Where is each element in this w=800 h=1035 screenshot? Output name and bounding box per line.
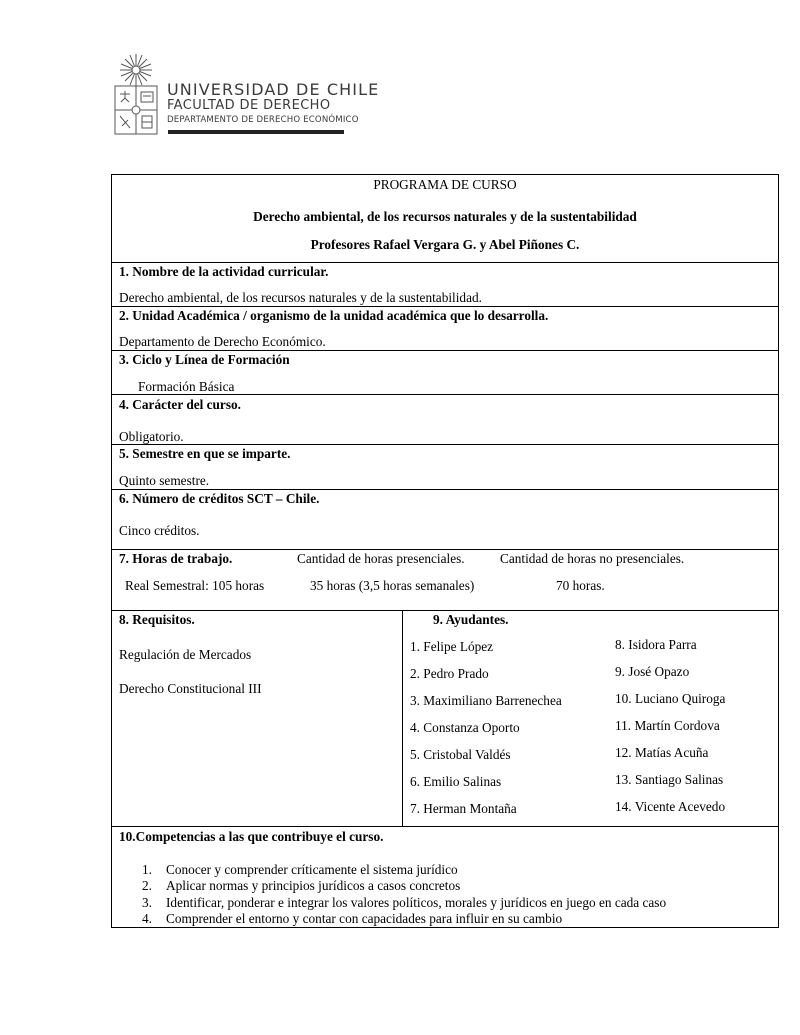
divider — [111, 444, 779, 445]
divider — [111, 262, 779, 263]
real-semestral-hours: Real Semestral: 105 horas — [125, 578, 265, 593]
section-3-value: Formación Básica — [138, 379, 235, 394]
assistant-item: 1. Felipe López — [410, 639, 494, 654]
assistant-item: 14. Vicente Acevedo — [615, 799, 726, 814]
section-8-heading: 8. Requisitos. — [119, 612, 195, 627]
divider — [111, 549, 779, 550]
competency-number: 1. — [142, 862, 152, 877]
course-name: Derecho ambiental, de los recursos naturales y de la sustentabilidad — [253, 209, 637, 224]
assistant-item: 9. José Opazo — [615, 664, 690, 679]
assistant-item: 11. Martín Cordova — [615, 718, 720, 733]
department-name: DEPARTAMENTO DE DERECHO ECONÓMICO — [167, 115, 359, 125]
divider — [111, 350, 779, 351]
section-6-value: Cinco créditos. — [119, 523, 200, 538]
assistant-item: 7. Herman Montaña — [410, 801, 517, 816]
header-underline — [168, 130, 344, 134]
divider — [111, 306, 779, 307]
competency-number: 2. — [142, 878, 152, 893]
section-4-heading: 4. Carácter del curso. — [119, 397, 241, 412]
assistant-item: 2. Pedro Prado — [410, 666, 489, 681]
section-2-heading: 2. Unidad Académica / organismo de la unidad académica que lo desarrolla. — [119, 308, 549, 323]
section-2-value: Departamento de Derecho Económico. — [119, 334, 326, 349]
section-3-heading: 3. Ciclo y Línea de Formación — [119, 352, 290, 367]
section-6-heading: 6. Número de créditos SCT – Chile. — [119, 491, 320, 506]
assistant-item: 13. Santiago Salinas — [615, 772, 724, 787]
hours-no-presencial-label: Cantidad de horas no presenciales. — [500, 551, 685, 566]
competency-text: Identificar, ponderar e integrar los valores políticos, morales y jurídicos en juego en cada caso — [166, 895, 667, 910]
section-9-heading: 9. Ayudantes. — [433, 612, 509, 627]
section-5-heading: 5. Semestre en que se imparte. — [119, 446, 291, 461]
competency-text: Comprender el entorno y contar con capacidades para influir en su cambio — [166, 911, 563, 926]
assistant-item: 8. Isidora Parra — [615, 637, 697, 652]
hours-no-presencial-value: 70 horas. — [556, 578, 605, 593]
section-7-heading: 7. Horas de trabajo. — [119, 551, 233, 566]
competency-text: Aplicar normas y principios jurídicos a casos concretos — [166, 878, 461, 893]
faculty-name: FACULTAD DE DERECHO — [167, 98, 331, 113]
competency-number: 3. — [142, 895, 152, 910]
section-5-value: Quinto semestre. — [119, 473, 210, 488]
divider — [111, 826, 779, 827]
hours-presencial-value: 35 horas (3,5 horas semanales) — [310, 578, 475, 593]
column-divider — [402, 610, 403, 826]
assistant-item: 10. Luciano Quiroga — [615, 691, 726, 706]
requirement-item: Regulación de Mercados — [119, 647, 252, 662]
competency-text: Conocer y comprender críticamente el sistema jurídico — [166, 862, 458, 877]
assistant-item: 6. Emilio Salinas — [410, 774, 502, 789]
requirement-item: Derecho Constitucional III — [119, 681, 262, 696]
section-10-heading: 10.Competencias a las que contribuye el curso. — [119, 829, 384, 844]
assistant-item: 4. Constanza Oporto — [410, 720, 520, 735]
program-title: PROGRAMA DE CURSO — [373, 177, 517, 192]
divider — [111, 610, 779, 611]
assistant-item: 12. Matías Acuña — [615, 745, 709, 760]
assistant-item: 3. Maximiliano Barrenechea — [410, 693, 562, 708]
section-4-value: Obligatorio. — [119, 429, 184, 444]
university-name: UNIVERSIDAD DE CHILE — [167, 80, 380, 99]
section-1-value: Derecho ambiental, de los recursos naturales y de la sustentabilidad. — [119, 290, 482, 305]
hours-presencial-label: Cantidad de horas presenciales. — [297, 551, 465, 566]
professors: Profesores Rafael Vergara G. y Abel Piñones C. — [310, 237, 580, 252]
university-seal-logo — [112, 50, 162, 138]
section-1-heading: 1. Nombre de la actividad curricular. — [119, 264, 329, 279]
divider — [111, 489, 779, 490]
competency-number: 4. — [142, 911, 152, 926]
assistant-item: 5. Cristobal Valdés — [410, 747, 511, 762]
